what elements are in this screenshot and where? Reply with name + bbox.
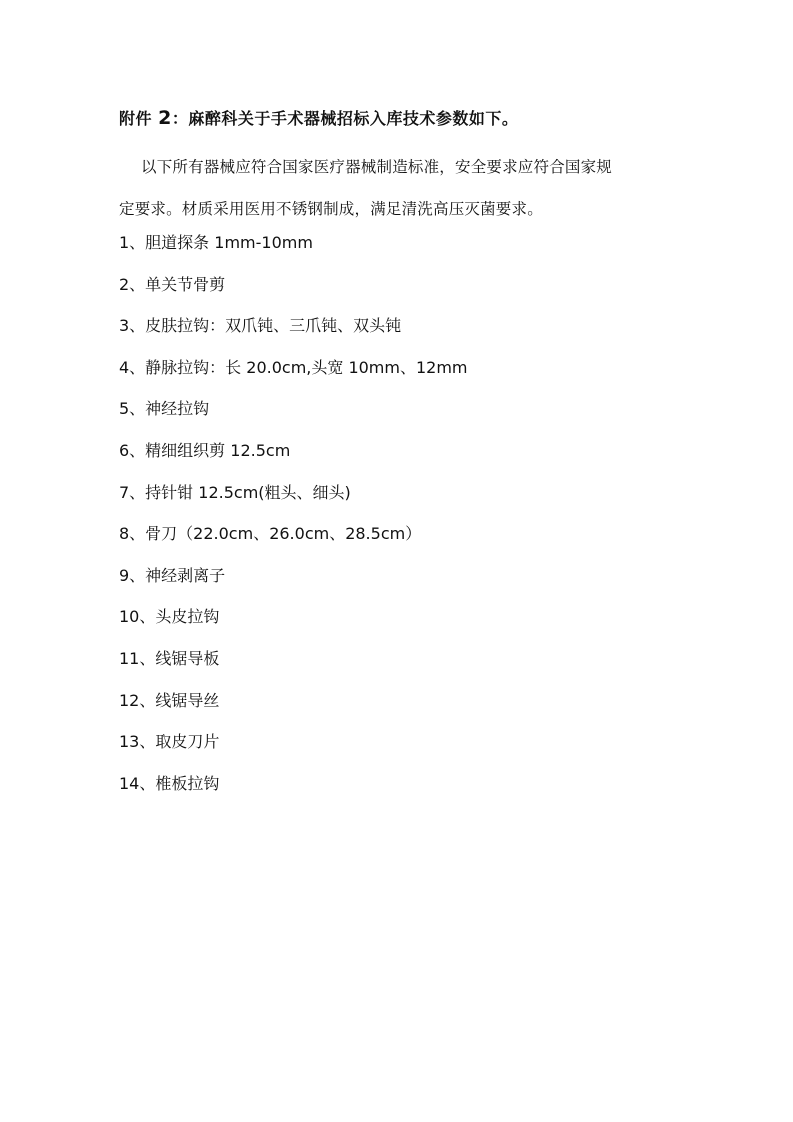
list-item-text: 7、持针钳 12.5cm(粗头、细头) <box>119 482 351 502</box>
list-item <box>119 228 468 270</box>
list-item <box>119 353 468 395</box>
title-prefix: 附件 <box>119 109 159 128</box>
list-item-text: 14、椎板拉钩 <box>119 773 220 793</box>
intro-paragraph <box>119 146 679 230</box>
intro-line-2: 定要求。材质采用医用不锈钢制成，满足清洗高压灭菌要求。 <box>119 200 543 218</box>
title-rest: ：麻醉科关于手术器械招标入库技术参数如下。 <box>171 109 519 128</box>
list-item-text: 13、取皮刀片 <box>119 732 220 752</box>
list-item <box>119 686 468 728</box>
list-item-text: 10、头皮拉钩 <box>119 607 220 627</box>
list-item <box>119 394 468 436</box>
intro-line-1: 以下所有器械应符合国家医疗器械制造标准，安全要求应符合国家规 <box>141 158 613 176</box>
list-item-text: 1、胆道探条 1mm-10mm <box>119 233 313 252</box>
list-item-text: 8、骨刀（22.0cm、26.0cm、28.5cm） <box>119 524 422 544</box>
list-item-text: 12、线锯导丝 <box>119 690 220 710</box>
title-number: 2 <box>158 107 172 129</box>
list-item <box>119 311 468 353</box>
list-item-text: 3、皮肤拉钩：双爪钝、三爪钝、双头钝 <box>119 316 402 336</box>
list-item-text: 5、神经拉钩 <box>119 399 210 419</box>
list-item <box>119 436 468 478</box>
list-item <box>119 769 468 811</box>
list-item <box>119 561 468 603</box>
list-item-text: 6、精细组织剪 12.5cm <box>119 440 291 460</box>
list-item-text: 2、单关节骨剪 <box>119 274 226 294</box>
list-item <box>119 644 468 686</box>
list-item-text: 4、静脉拉钩：长 20.0cm,头宽 10mm、12mm <box>119 357 468 377</box>
document-title <box>119 106 518 131</box>
list-item <box>119 519 468 561</box>
list-item-text: 9、神经剥离子 <box>119 565 226 585</box>
list-item <box>119 602 468 644</box>
list-item <box>119 270 468 312</box>
list-item <box>119 478 468 520</box>
list-item <box>119 727 468 769</box>
list-item-text: 11、线锯导板 <box>119 648 220 668</box>
instrument-list <box>119 228 468 810</box>
